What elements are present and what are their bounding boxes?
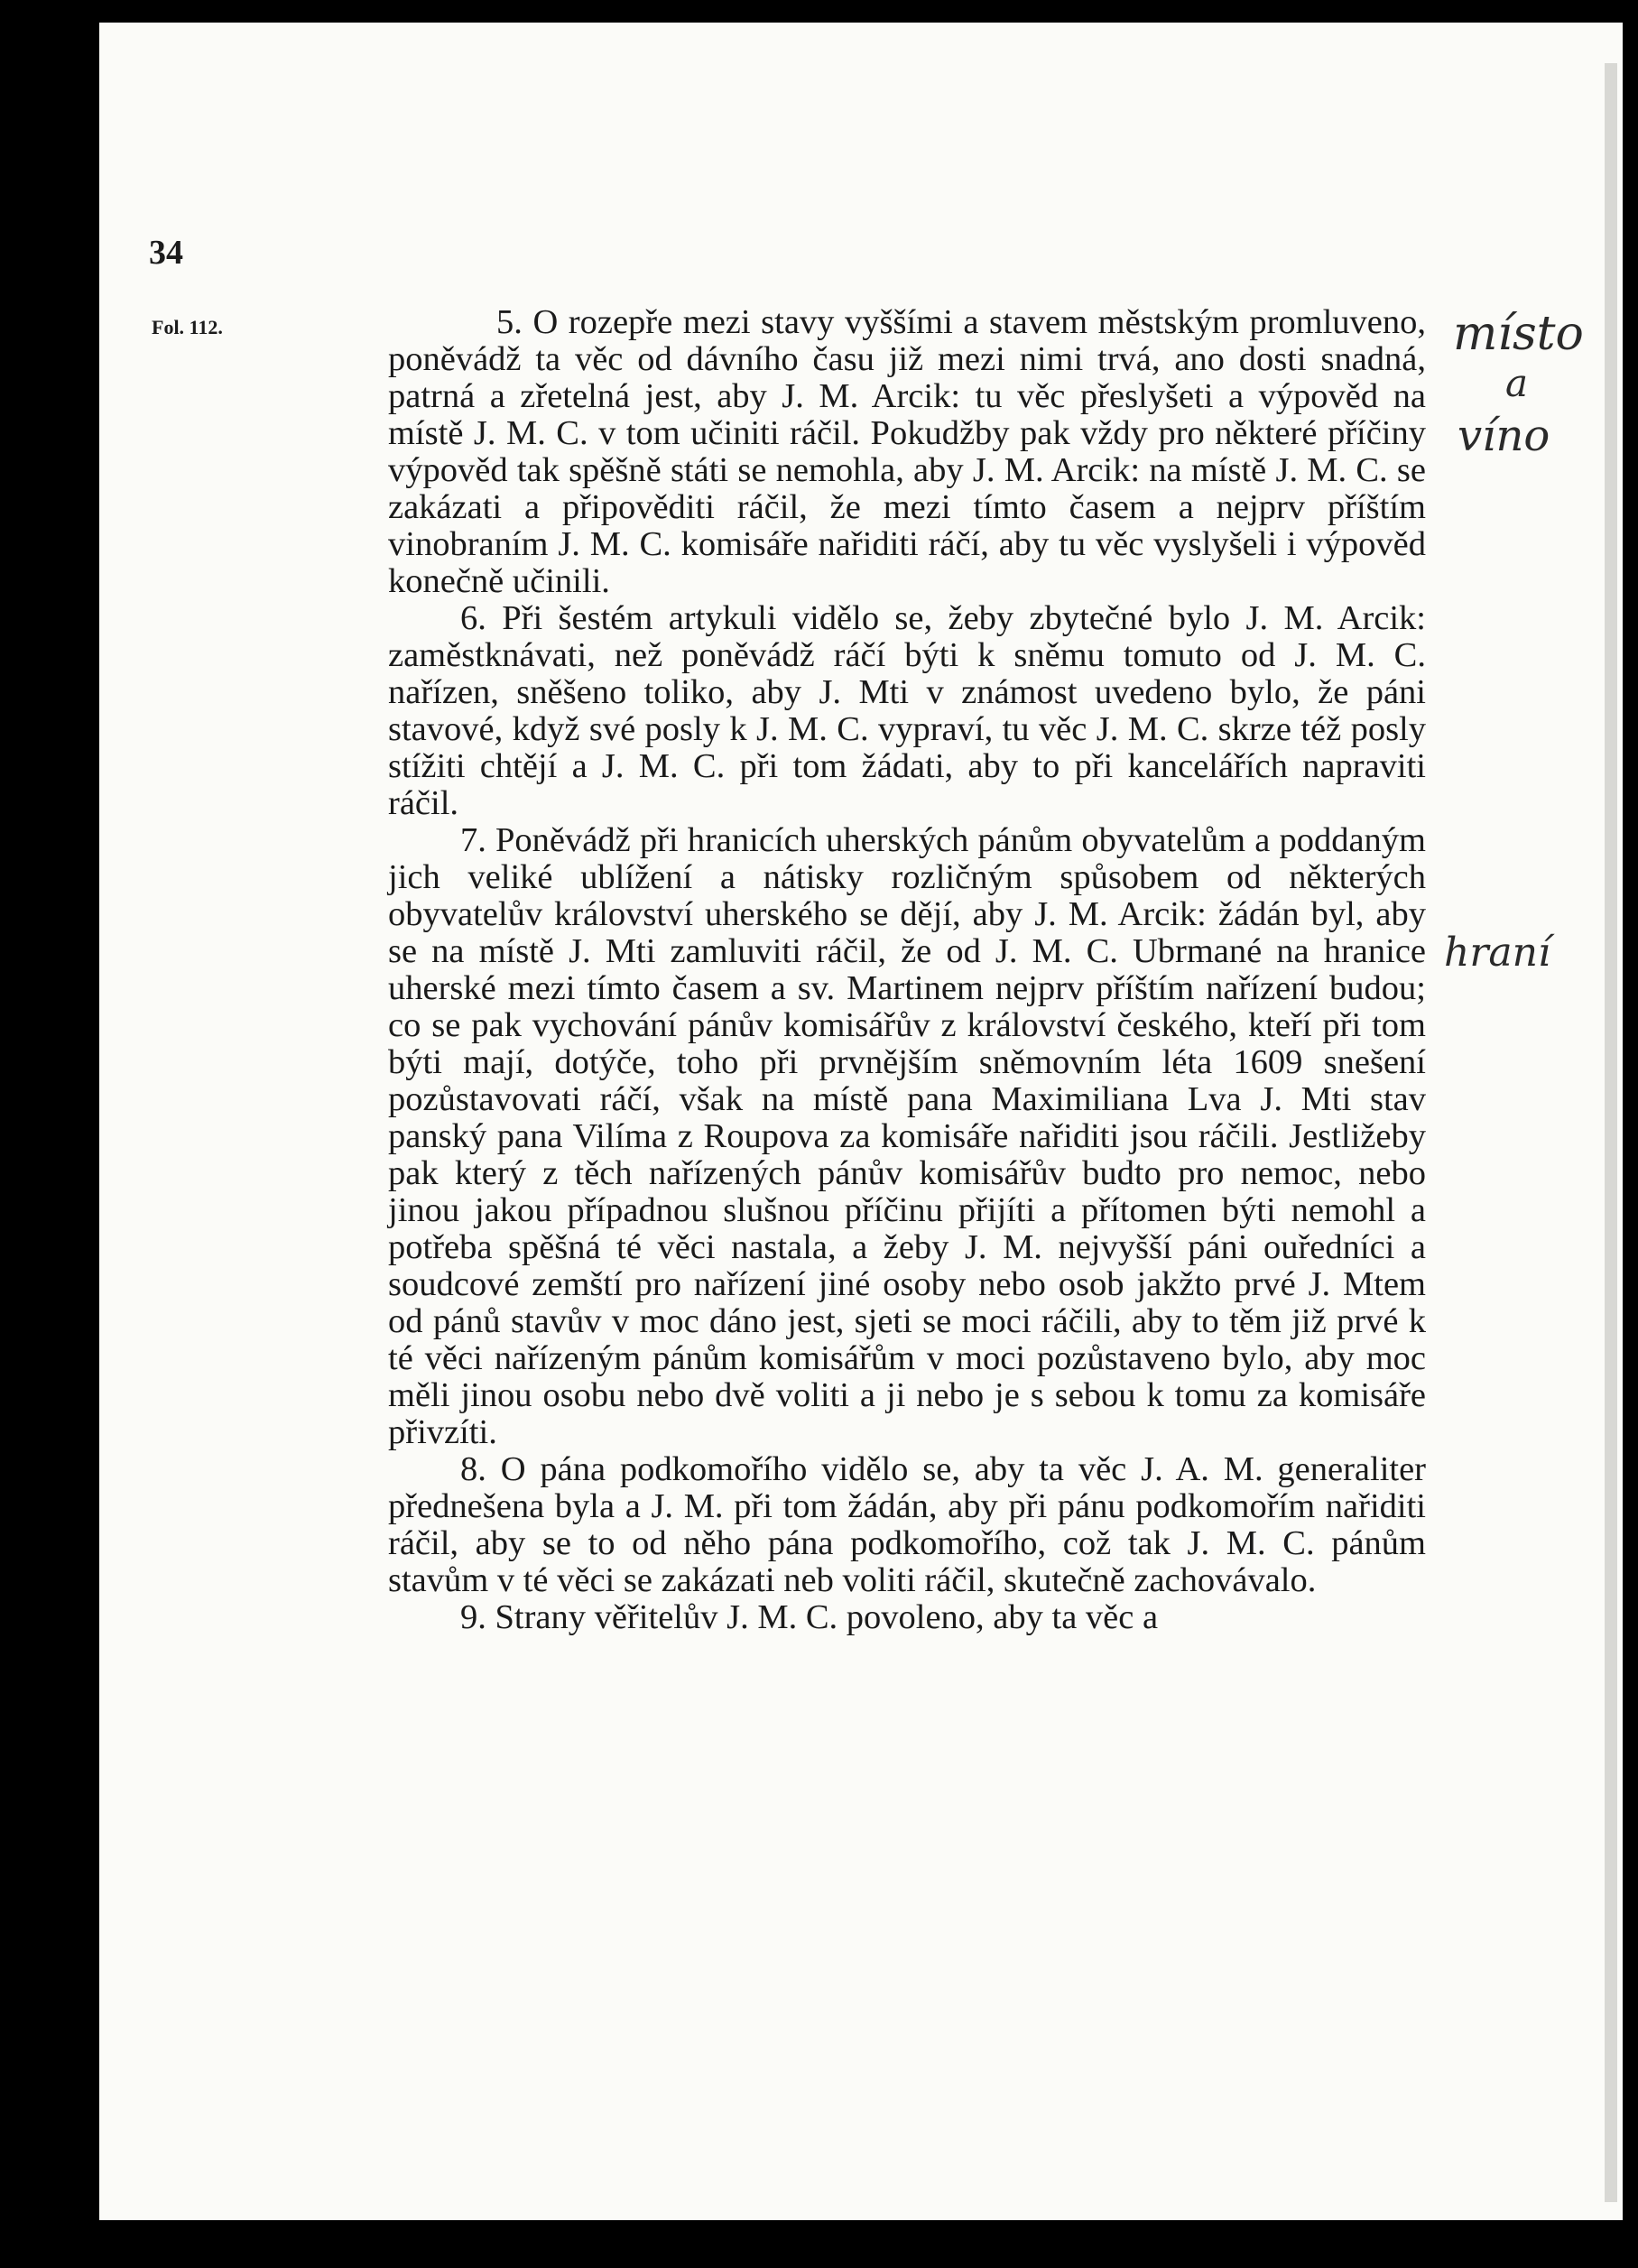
body-text: [388, 304, 1426, 1636]
paragraph-8: 8. O pána podkomořího vidělo se, aby ta věc J. A. M. generaliter přednešena byla a J. M. při tom žádán, aby při pánu podkomořím nařiditi ráčil, aby se to od něho pána podkomořího, což tak J. M. C. pánům stavům v té věci se zakázati neb voliti ráčil, skutečně zachovávalo.: [388, 1450, 1426, 1599]
handwritten-note-vino: víno: [1458, 411, 1550, 461]
handwritten-note-hrani: hraní: [1444, 930, 1551, 976]
paragraph-5: 5. O rozepře mezi stavy vyššími a stavem městským promluveno, poněvádž ta věc od dávního času již mezi nimi trvá, ano dosti snadná, patrná a zřetelná jest, aby J. M. Arcik: tu věc přeslyšeti a výpověd na místě J. M. C. v tom učiniti ráčil. Pokudžby pak vždy pro některé příčiny výpověd tak spěšně státi se nemohla, aby J. M. Arcik: na místě J. M. C. se zakázati a připověditi ráčil, že mezi tímto časem a nejprv příštím vinobraním J. M. C. komisáře nařiditi ráčí, aby tu věc vyslyšeli i výpověd konečně učinili.: [388, 303, 1426, 600]
handwritten-note-misto: místo: [1453, 307, 1584, 361]
paragraph-9: 9. Strany věřitelův J. M. C. povoleno, aby ta věc a: [460, 1598, 1159, 1636]
handwritten-note-a: a: [1505, 361, 1529, 405]
page-edge: [1605, 63, 1617, 2202]
paragraph-6: 6. Při šestém artykuli vidělo se, žeby zbytečné bylo J. M. Arcik: zaměstknávati, než poněvádž ráčí býti k sněmu tomuto od J. M. C. nařízen, sněšeno toliko, aby J. Mti v známost uvedeno bylo, že páni stavové, když své posly k J. M. C. vypraví, tu věc J. M. C. skrze též posly stížiti chtějí a J. M. C. při tom žádati, aby to při kancelářích napraviti ráčil.: [388, 599, 1426, 822]
page-number: 34: [149, 234, 183, 272]
paragraph-7: 7. Poněvádž při hranicích uherských pánům obyvatelům a poddaným jich veliké ublížení a nátisky rozličným spůsobem od některých obyvatelův království uherského se dějí, aby J. M. Arcik: žádán byl, aby se na místě J. Mti zamluviti ráčil, že od J. M. C. Ubrmané na hranice uherské mezi tímto časem a sv. Martinem nejprv příštím nařízení budou; co se pak vychování pánův komisářův z království českého, kteří při tom býti mají, dotýče, toho při prvnějším sněmovním léta 1609 snešení pozůstavovati ráčí, však na místě pana Maximiliana Lva J. Mti stav panský pana Vilíma z Roupova za komisáře nařiditi jsou ráčili. Jestližeby pak který z těch nařízených pánův komisářův budto pro nemoc, nebo jinou jakou případnou slušnou příčinu přijíti a přítomen býti nemohl a potřeba spěšná té věci nastala, a žeby J. M. nejvyšší páni ouředníci a soudcové zemští pro nařízení jiné osoby nebo osob jakžto prvé J. Mtem od pánů stavův v moc dáno jest, sjeti se moci ráčili, aby to těm již prvé k té věci nařízeným pánům komisářům v moci pozůstaveno bylo, aby moc měli jinou osobu nebo dvě voliti a ji nebo je s sebou k tomu za komisáře přivzíti.: [388, 821, 1426, 1451]
folio-reference: Fol. 112.: [152, 316, 223, 338]
